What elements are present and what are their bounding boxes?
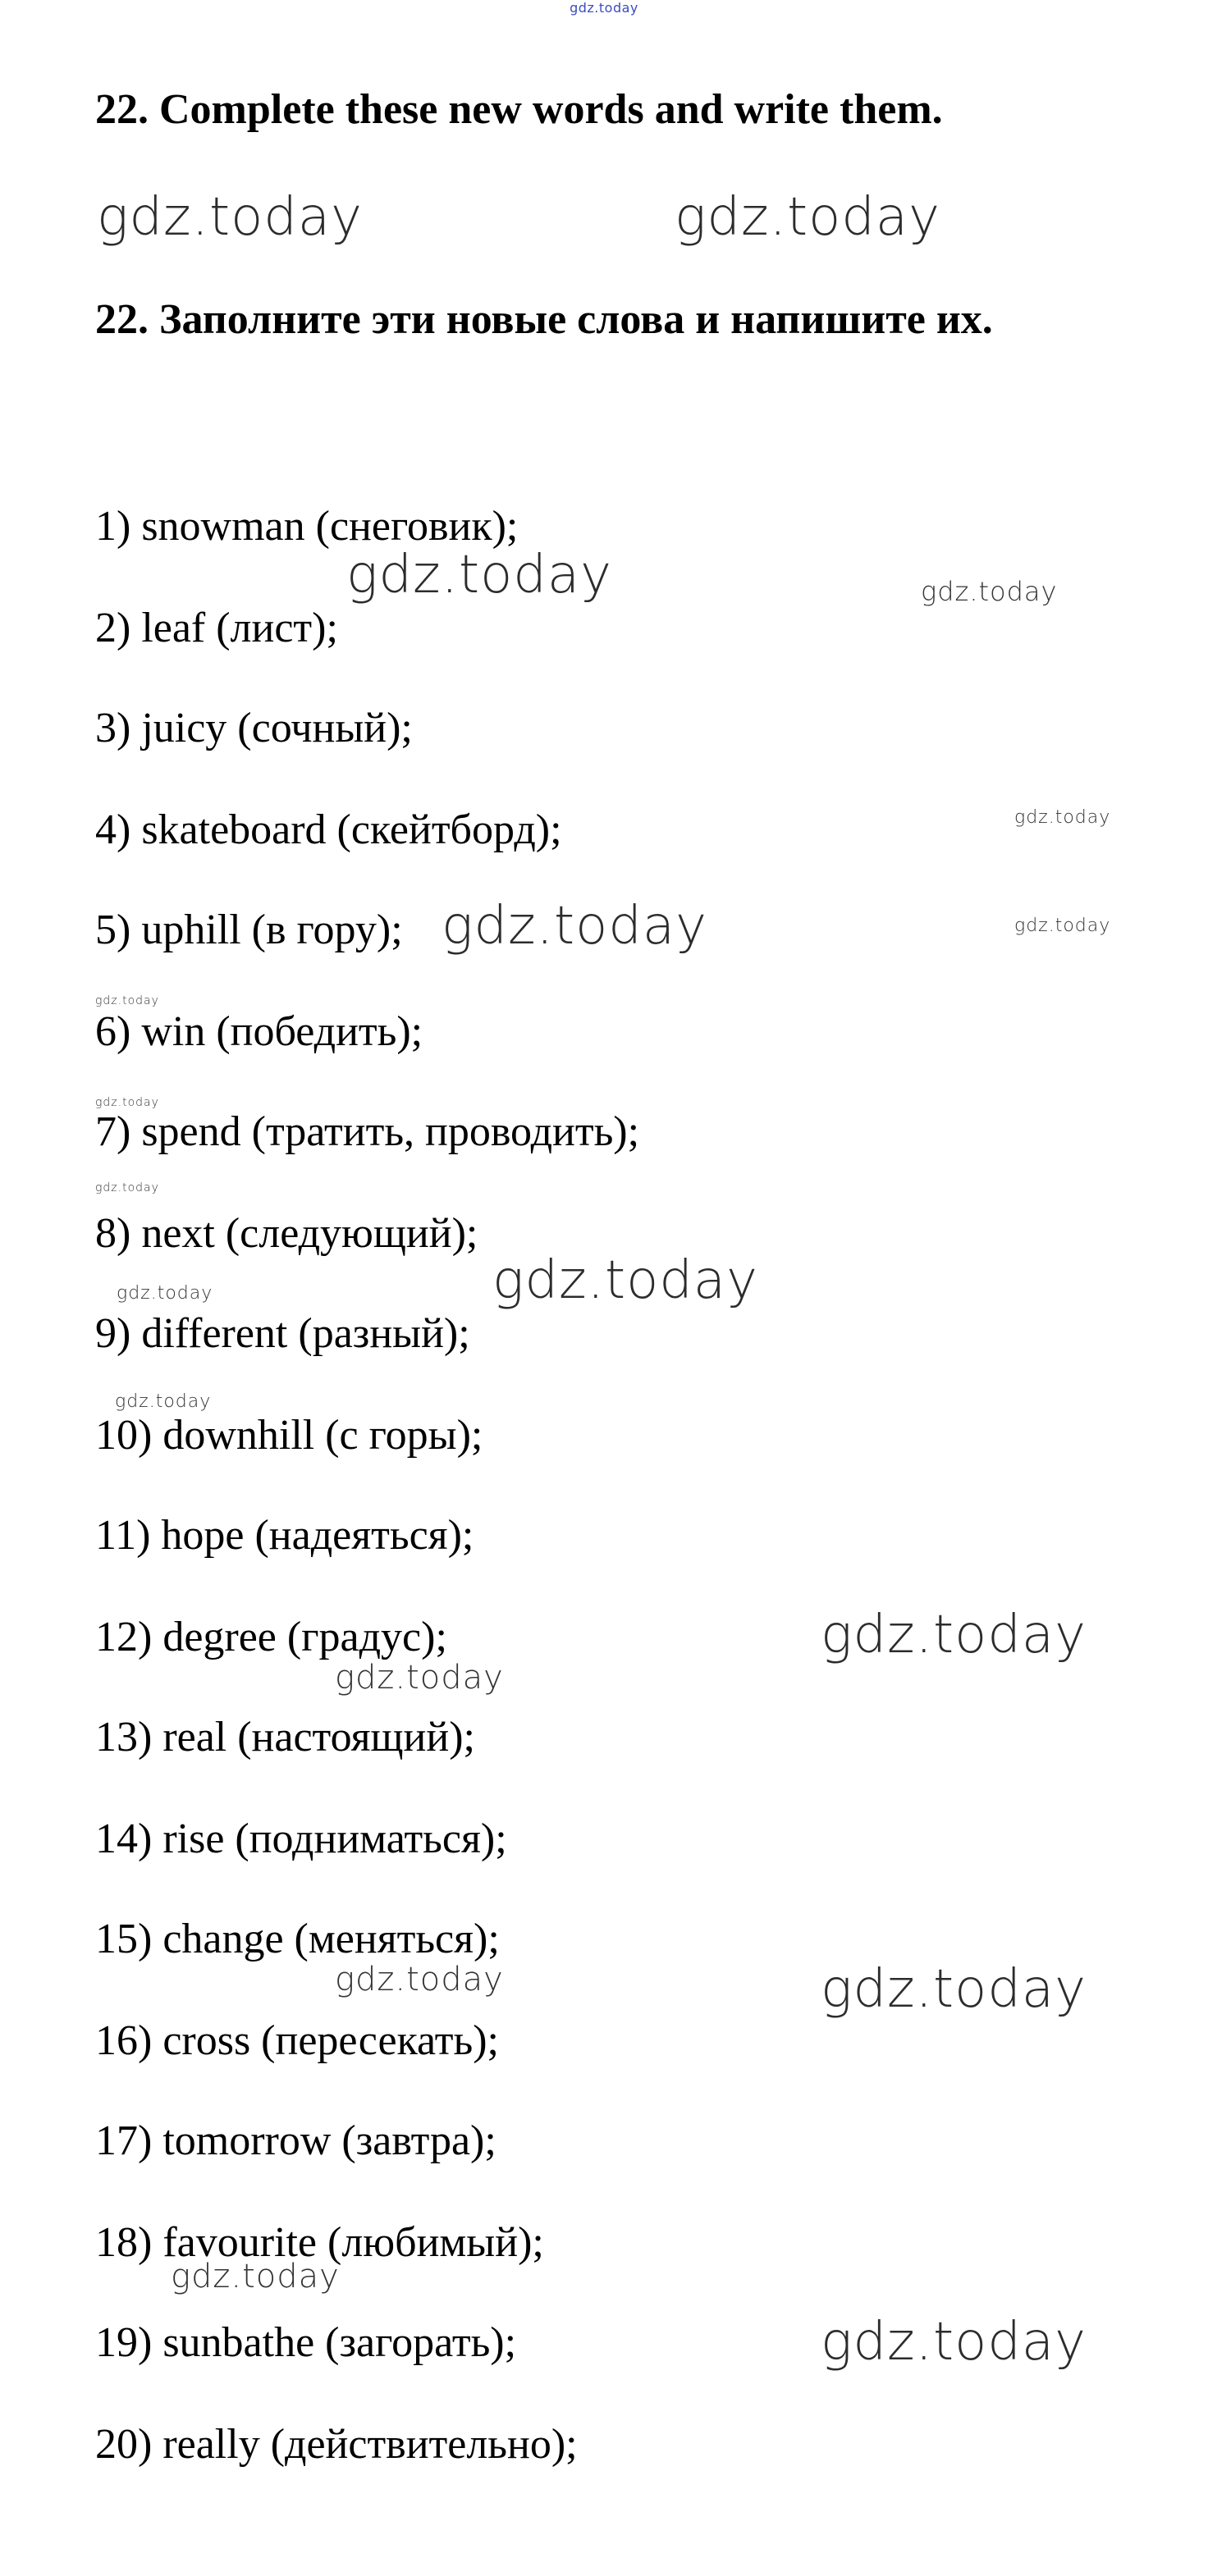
word-item-10: 10) downhill (с горы); [95,1412,483,1459]
word-item-1: 1) snowman (снеговик); [95,503,519,550]
word-item-6: 6) win (победить); [95,1008,423,1055]
watermark: gdz.today [1014,916,1111,936]
word-item-7: 7) spend (тратить, проводить); [95,1108,640,1155]
word-item-18: 18) favourite (любимый); [95,2219,544,2266]
watermark: gdz.today [1014,807,1111,828]
word-item-4: 4) skateboard (скейтборд); [95,806,562,853]
watermark: gdz.today [95,1096,159,1109]
watermark: gdz.today [821,2312,1087,2373]
watermark: gdz.today [442,896,707,957]
exercise-heading-english: 22. Complete these new words and write them. [95,86,943,133]
watermark: gdz.today [346,545,612,605]
watermark: gdz.today [97,187,363,248]
watermark: gdz.today [492,1250,758,1311]
word-item-20: 20) really (действительно); [95,2421,578,2468]
word-item-5: 5) uphill (в гору); [95,907,403,953]
watermark: gdz.today [821,1959,1087,2020]
watermark: gdz.today [95,994,159,1007]
word-item-3: 3) juicy (сочный); [95,705,413,751]
watermark: gdz.today [921,576,1058,607]
watermark: gdz.today [117,1283,213,1304]
watermark: gdz.today [95,1181,159,1194]
word-item-8: 8) next (следующий); [95,1210,478,1257]
watermark: gdz.today [821,1605,1087,1665]
word-item-11: 11) hope (надеяться); [95,1512,474,1559]
word-item-9: 9) different (разный); [95,1310,470,1357]
word-item-13: 13) real (настоящий); [95,1714,475,1761]
word-item-2: 2) leaf (лист); [95,605,338,651]
watermark: gdz.today [171,2258,340,2295]
header-watermark: gdz.today [570,0,638,16]
watermark: gdz.today [335,1659,504,1697]
word-item-17: 17) tomorrow (завтра); [95,2117,496,2164]
exercise-heading-russian: 22. Заполните эти новые слова и напишите их. [95,296,993,343]
watermark: gdz.today [115,1391,212,1412]
word-item-19: 19) sunbathe (загорать); [95,2319,517,2366]
word-item-12: 12) degree (градус); [95,1614,447,1660]
watermark: gdz.today [335,1961,504,1998]
word-item-16: 16) cross (пересекать); [95,2017,499,2064]
word-item-15: 15) change (меняться); [95,1916,500,1962]
watermark: gdz.today [675,187,940,248]
word-item-14: 14) rise (подниматься); [95,1816,507,1862]
